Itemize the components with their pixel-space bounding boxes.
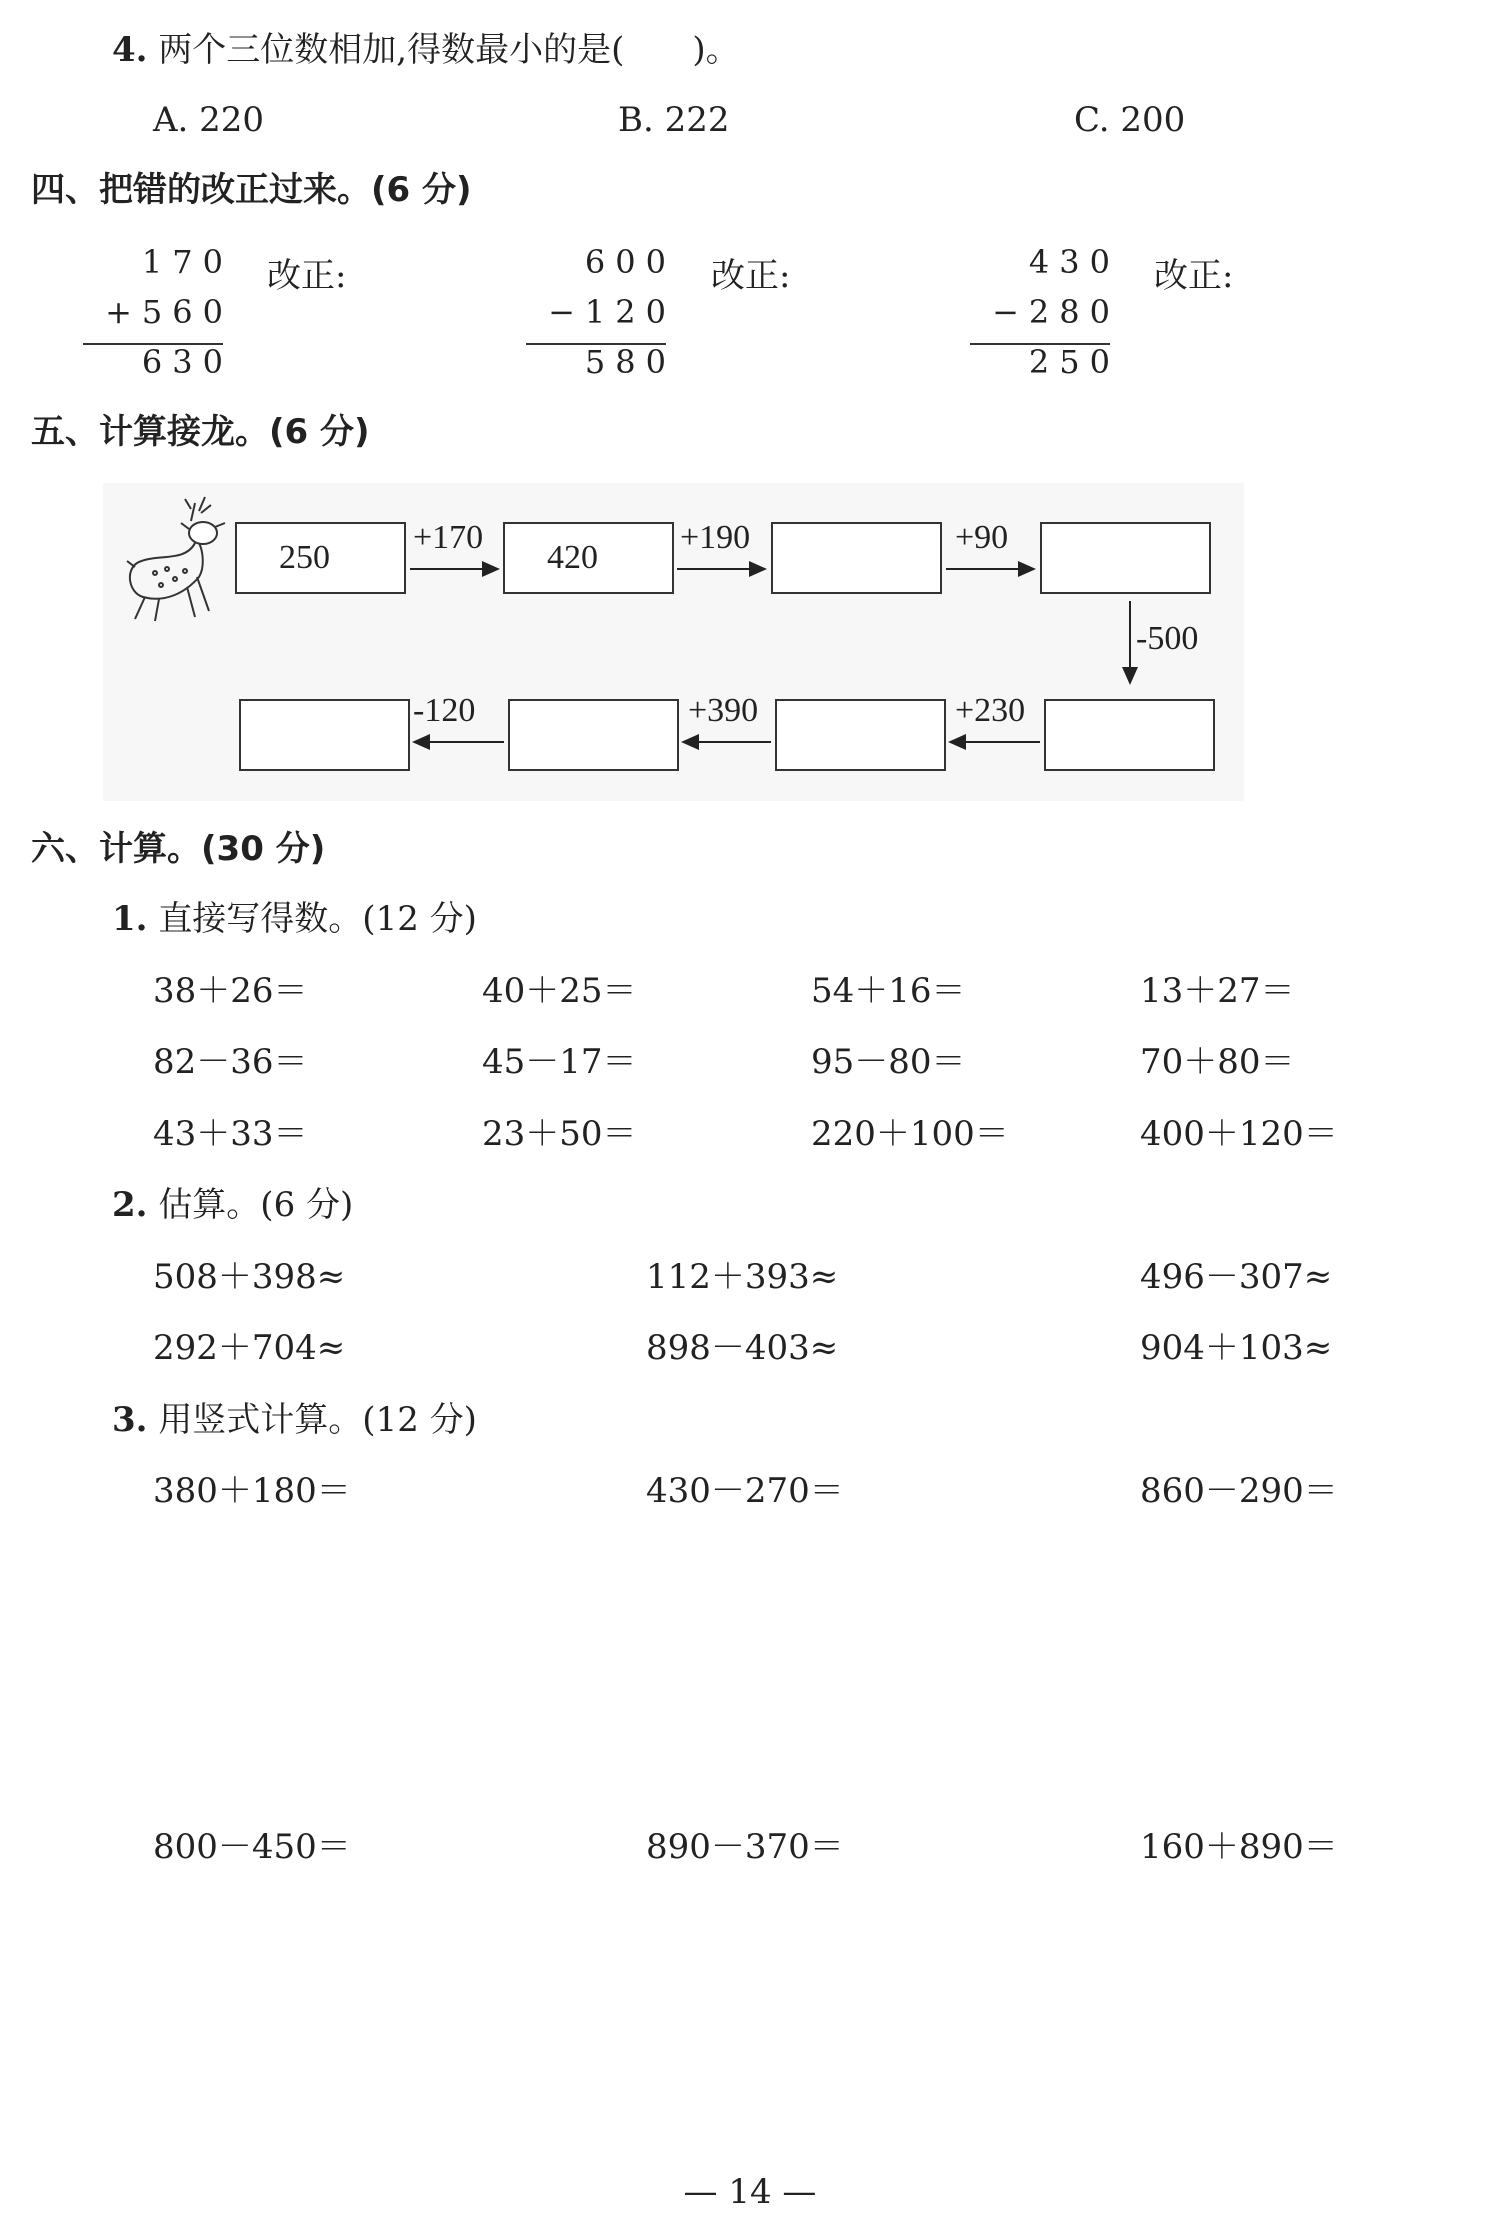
- sum-line: [970, 343, 1110, 345]
- vertical-equation: 430－270＝: [646, 1471, 844, 1511]
- part-number: 3.: [112, 1400, 148, 1440]
- chain-box-1[interactable]: 250: [235, 522, 406, 594]
- right-arrow-icon: [946, 568, 1034, 570]
- equation: 13＋27＝: [1140, 971, 1295, 1011]
- equation: 43＋33＝: [153, 1114, 308, 1154]
- chain-box-7[interactable]: [508, 699, 679, 771]
- op-label: +170: [413, 519, 484, 556]
- vertical-problem-1: [93, 237, 233, 387]
- part-3-title: [112, 1398, 477, 1442]
- option-a: A. 220: [153, 100, 265, 140]
- vertical-problem-2: [536, 237, 676, 387]
- question-text: 两个三位数相加,得数最小的是( )。: [158, 30, 740, 70]
- option-c: C. 200: [1074, 100, 1186, 140]
- operand-bottom: −280: [992, 293, 1120, 331]
- chain-box-5[interactable]: [1044, 699, 1215, 771]
- equation: 400＋120＝: [1140, 1114, 1338, 1154]
- op-label: +90: [955, 519, 1009, 556]
- question-4: [112, 28, 740, 72]
- vertical-equation: 890－370＝: [646, 1827, 844, 1867]
- part-2-title: [112, 1183, 353, 1227]
- page-number: — 14 —: [683, 2172, 817, 2212]
- vertical-equation: 800－450＝: [153, 1827, 351, 1867]
- chain-box-3[interactable]: [771, 522, 942, 594]
- chain-box-6[interactable]: [775, 699, 946, 771]
- fix-label: 改正:: [267, 256, 347, 296]
- left-arrow-icon: [683, 741, 771, 743]
- op-label: -500: [1136, 620, 1199, 657]
- estimate: 508＋398≈: [153, 1257, 346, 1297]
- operand-top: 600: [584, 243, 676, 281]
- vertical-problem-3: [980, 237, 1120, 387]
- operand-top: 170: [141, 243, 233, 281]
- equation: 45－17＝: [482, 1042, 637, 1082]
- equation: 82－36＝: [153, 1042, 308, 1082]
- question-number: 4.: [112, 30, 148, 70]
- part-number: 2.: [112, 1185, 148, 1225]
- result: 580: [584, 343, 676, 381]
- op-label: +230: [955, 692, 1026, 729]
- section-6-title: 六、计算。(30 分): [31, 829, 326, 869]
- part-title: 用竖式计算。(12 分): [158, 1400, 477, 1440]
- part-title: 直接写得数。(12 分): [158, 899, 477, 939]
- estimate: 496－307≈: [1140, 1257, 1333, 1297]
- operand-top: 430: [1028, 243, 1120, 281]
- fix-label: 改正:: [711, 256, 791, 296]
- part-title: 估算。(6 分): [158, 1185, 354, 1225]
- estimate: 112＋393≈: [646, 1257, 839, 1297]
- estimate: 904＋103≈: [1140, 1328, 1333, 1368]
- result: 250: [1028, 343, 1120, 381]
- operand-bottom: −120: [548, 293, 676, 331]
- chain-box-8[interactable]: [239, 699, 410, 771]
- equation: 23＋50＝: [482, 1114, 637, 1154]
- vertical-equation: 160＋890＝: [1140, 1827, 1338, 1867]
- right-arrow-icon: [677, 568, 765, 570]
- section-5-title: 五、计算接龙。(6 分): [31, 412, 370, 452]
- sum-line: [83, 343, 223, 345]
- equation: 220＋100＝: [811, 1114, 1009, 1154]
- equation: 95－80＝: [811, 1042, 966, 1082]
- option-b: B. 222: [618, 100, 730, 140]
- estimate: 898－403≈: [646, 1328, 839, 1368]
- op-label: -120: [413, 692, 476, 729]
- section-4-title: 四、把错的改正过来。(6 分): [31, 170, 472, 210]
- vertical-equation: 860－290＝: [1140, 1471, 1338, 1511]
- left-arrow-icon: [950, 741, 1040, 743]
- equation: 40＋25＝: [482, 971, 637, 1011]
- op-label: +190: [680, 519, 751, 556]
- equation: 38＋26＝: [153, 971, 308, 1011]
- chain-box-4[interactable]: [1040, 522, 1211, 594]
- right-arrow-icon: [410, 568, 498, 570]
- equation: 70＋80＝: [1140, 1042, 1295, 1082]
- part-1-title: [112, 897, 477, 941]
- equation: 54＋16＝: [811, 971, 966, 1011]
- deer-icon: [115, 493, 230, 623]
- part-number: 1.: [112, 899, 148, 939]
- operand-bottom: +560: [105, 293, 233, 331]
- estimate: 292＋704≈: [153, 1328, 346, 1368]
- left-arrow-icon: [414, 741, 504, 743]
- down-arrow-icon: [1129, 601, 1131, 683]
- fix-label: 改正:: [1154, 256, 1234, 296]
- chain-box-2[interactable]: 420: [503, 522, 674, 594]
- sum-line: [526, 343, 666, 345]
- vertical-equation: 380＋180＝: [153, 1471, 351, 1511]
- result: 630: [141, 343, 233, 381]
- op-label: +390: [688, 692, 759, 729]
